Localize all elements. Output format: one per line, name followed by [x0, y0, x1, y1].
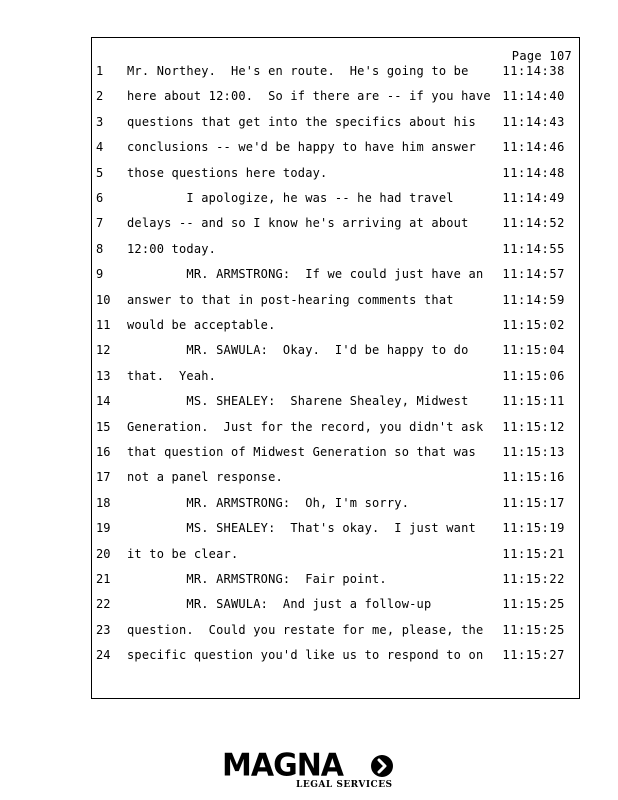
logo-subtitle: LEGAL SERVICES	[296, 780, 393, 790]
line-timestamp: 11:14:59	[502, 292, 565, 307]
line-text: not a panel response.	[127, 470, 283, 485]
page-number: Page 107	[511, 49, 572, 63]
transcript-line	[0, 648, 618, 673]
line-number: 21	[96, 572, 111, 586]
transcript-line	[0, 318, 618, 343]
line-number: 9	[96, 267, 104, 282]
line-text: that question of Midwest Generation so that was	[127, 445, 476, 459]
transcript-line	[0, 115, 618, 140]
line-text: it to be clear.	[127, 546, 239, 561]
arrow-right-icon	[370, 754, 394, 778]
line-timestamp: 11:15:25	[502, 622, 565, 637]
line-number: 14	[96, 394, 111, 409]
line-text: Mr. Northey. He's en route. He's going to be	[127, 64, 469, 78]
line-text: here about 12:00. So if there are -- if you have	[127, 89, 491, 104]
transcript-line	[0, 597, 618, 622]
line-text: that. Yeah.	[127, 368, 217, 383]
line-text: those questions here today.	[127, 165, 328, 180]
line-timestamp: 11:15:04	[502, 343, 565, 358]
line-text: delays -- and so I know he's arriving at about	[127, 216, 469, 231]
transcript-line	[0, 216, 618, 241]
line-number: 22	[96, 597, 111, 612]
line-number: 11	[96, 318, 111, 332]
transcript-line	[0, 166, 618, 191]
line-number: 5	[96, 165, 104, 180]
line-text: MS. SHEALEY: Sharene Shealey, Midwest	[127, 394, 469, 409]
line-number: 24	[96, 648, 111, 663]
transcript-line	[0, 547, 618, 572]
line-text: MR. SAWULA: And just a follow-up	[127, 597, 432, 612]
transcript-line	[0, 420, 618, 445]
transcript-line	[0, 521, 618, 546]
line-number: 6	[96, 191, 104, 205]
line-number: 13	[96, 368, 111, 383]
line-number: 12	[96, 343, 111, 358]
line-number: 16	[96, 445, 111, 459]
line-text: questions that get into the specifics about his	[127, 114, 476, 129]
line-text: specific question you'd like us to respond to on	[127, 648, 484, 663]
line-number: 10	[96, 292, 111, 307]
transcript-line	[0, 445, 618, 470]
line-timestamp: 11:15:13	[502, 445, 565, 459]
line-number: 20	[96, 546, 111, 561]
transcript-line	[0, 394, 618, 419]
line-text: question. Could you restate for me, please, the	[127, 622, 484, 637]
line-timestamp: 11:15:02	[502, 318, 565, 332]
line-text: MS. SHEALEY: That's okay. I just want	[127, 521, 476, 536]
line-text: MR. SAWULA: Okay. I'd be happy to do	[127, 343, 469, 358]
line-timestamp: 11:15:22	[502, 572, 565, 586]
line-timestamp: 11:14:38	[502, 64, 565, 78]
logo-word: MAGNA	[222, 747, 344, 784]
line-text: I apologize, he was -- he had travel	[127, 191, 454, 205]
transcript-line	[0, 496, 618, 521]
line-number: 3	[96, 114, 104, 129]
line-timestamp: 11:15:21	[502, 546, 565, 561]
line-number: 15	[96, 419, 111, 434]
line-number: 2	[96, 89, 104, 104]
transcript-line	[0, 623, 618, 648]
transcript-line	[0, 242, 618, 267]
line-timestamp: 11:15:27	[502, 648, 565, 663]
transcript-line	[0, 140, 618, 165]
line-timestamp: 11:14:57	[502, 267, 565, 282]
line-timestamp: 11:14:52	[502, 216, 565, 231]
line-timestamp: 11:14:49	[502, 191, 565, 205]
line-timestamp: 11:15:12	[502, 419, 565, 434]
transcript-line	[0, 64, 618, 89]
line-text: conclusions -- we'd be happy to have him answer	[127, 140, 476, 155]
line-timestamp: 11:15:11	[502, 394, 565, 409]
transcript-line	[0, 293, 618, 318]
line-timestamp: 11:14:43	[502, 114, 565, 129]
transcript-line	[0, 369, 618, 394]
line-timestamp: 11:15:25	[502, 597, 565, 612]
line-number: 1	[96, 64, 104, 78]
transcript-line	[0, 572, 618, 597]
line-text: MR. ARMSTRONG: Oh, I'm sorry.	[127, 495, 410, 510]
line-number: 7	[96, 216, 104, 231]
line-text: MR. ARMSTRONG: If we could just have an	[127, 267, 484, 282]
line-timestamp: 11:15:16	[502, 470, 565, 485]
transcript-line	[0, 191, 618, 216]
line-timestamp: 11:15:17	[502, 495, 565, 510]
line-timestamp: 11:15:06	[502, 368, 565, 383]
line-text: would be acceptable.	[127, 318, 276, 332]
line-timestamp: 11:14:40	[502, 89, 565, 104]
magna-logo	[222, 748, 402, 794]
line-text: answer to that in post-hearing comments that	[127, 292, 454, 307]
line-number: 8	[96, 241, 104, 256]
line-timestamp: 11:15:19	[502, 521, 565, 536]
line-number: 23	[96, 622, 111, 637]
line-text: Generation. Just for the record, you didn't ask	[127, 419, 484, 434]
line-text: 12:00 today.	[127, 241, 217, 256]
line-text: MR. ARMSTRONG: Fair point.	[127, 572, 387, 586]
line-timestamp: 11:14:46	[502, 140, 565, 155]
line-timestamp: 11:14:55	[502, 241, 565, 256]
line-number: 19	[96, 521, 111, 536]
line-number: 18	[96, 495, 111, 510]
transcript-line	[0, 470, 618, 495]
line-timestamp: 11:14:48	[502, 165, 565, 180]
transcript-line	[0, 89, 618, 114]
line-number: 4	[96, 140, 104, 155]
transcript-line	[0, 343, 618, 368]
line-number: 17	[96, 470, 111, 485]
transcript-line	[0, 267, 618, 292]
